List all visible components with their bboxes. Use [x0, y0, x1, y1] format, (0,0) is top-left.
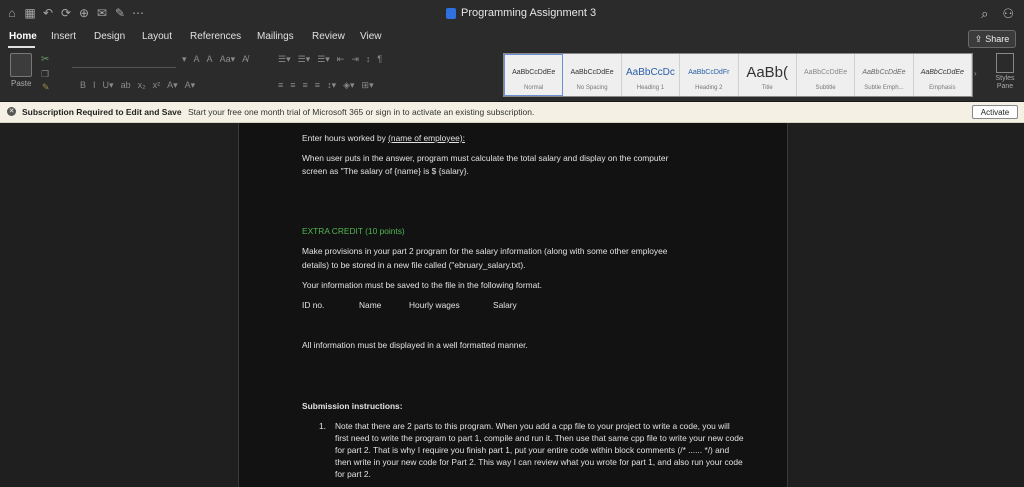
change-case-icon[interactable]: Aa▾ — [219, 54, 236, 64]
print-icon[interactable]: ⊕ — [78, 6, 90, 20]
tab-layout[interactable]: Layout — [142, 31, 173, 42]
window-title — [446, 7, 596, 19]
decrease-indent-icon[interactable]: ⇤ — [336, 54, 345, 64]
column-hourly-wages: Hourly wages — [409, 300, 460, 310]
align-right-icon[interactable]: ≡ — [302, 80, 308, 90]
font-name-dropdown[interactable] — [72, 55, 176, 68]
undo-icon[interactable]: ↶ — [42, 6, 54, 20]
dismiss-icon[interactable]: ✕ — [8, 108, 15, 115]
banner-message: Start your free one month trial of Microsoft 365 or sign in to activate an existing subscription. — [188, 107, 535, 117]
style-normal[interactable]: AaBbCcDdEe Normal — [504, 54, 563, 96]
more-icon[interactable]: ⋯ — [132, 6, 144, 20]
multilevel-list-icon[interactable]: ☰▾ — [317, 54, 330, 64]
tab-view[interactable]: View — [360, 31, 382, 42]
submission-heading: Submission instructions: — [302, 401, 403, 411]
active-tab-indicator — [8, 46, 35, 48]
copy-icon[interactable]: ❐ — [41, 69, 50, 79]
styles-pane-label: Styles Pane — [995, 75, 1015, 90]
account-icon[interactable]: ⚇ — [1002, 6, 1014, 21]
underline-icon[interactable]: U▾ — [102, 80, 114, 90]
all-info-line: All information must be displayed in a well formatted manner. — [302, 340, 528, 350]
line-spacing-icon[interactable]: ↕▾ — [327, 80, 337, 90]
font-size-dropdown-icon[interactable]: ▾ — [182, 54, 187, 64]
paragraph-top-controls — [278, 54, 382, 65]
redo-icon[interactable]: ⟳ — [60, 6, 72, 20]
clipboard-icon[interactable] — [10, 53, 32, 77]
grow-font-icon[interactable]: A — [193, 54, 200, 64]
paste-label: Paste — [11, 79, 32, 88]
column-name: Name — [359, 300, 382, 310]
save-icon[interactable]: ▦ — [24, 6, 36, 20]
word-document-icon — [446, 8, 456, 19]
info-format-line: Your information must be saved to the file in the following format. — [302, 280, 542, 290]
font-size-controls — [182, 54, 248, 65]
when-user-line-2: screen as "The salary of {name} is $ {salary}. — [302, 166, 469, 176]
styles-gallery — [503, 53, 973, 97]
subscript-icon[interactable]: x₂ — [137, 80, 146, 90]
bold-icon[interactable]: B — [80, 80, 87, 90]
column-salary: Salary — [493, 300, 517, 310]
employee-name-placeholder: (name of employee): — [388, 133, 465, 143]
list-item-text: Note that there are 2 parts to this program. When you add a cpp file to your project to write a code, you will first need to write the program to part 1, compile and run it. Then use that same cpp file to write your new code for part 2. That is why I require you finish part 1, put your entire code within block comments (/* ...... */) and then write in your new code for Part 2. This way I can review what you wrote for part 1, and also run your code for part 2. — [335, 421, 744, 479]
style-emphasis[interactable]: AaBbCcDdEe Emphasis — [914, 54, 972, 96]
ribbon-tabs — [0, 28, 1024, 49]
make-provisions-line-2: details) to be stored in a new file called ("ebruary_salary.txt). — [302, 260, 526, 270]
align-center-icon[interactable]: ≡ — [290, 80, 296, 90]
home-icon[interactable]: ⌂ — [8, 6, 16, 20]
style-heading-1[interactable]: AaBbCcDc Heading 1 — [622, 54, 680, 96]
tab-home[interactable]: Home — [9, 31, 37, 42]
when-user-line-1: When user puts in the answer, program must calculate the total salary and display on the computer — [302, 153, 669, 163]
tab-insert[interactable]: Insert — [51, 31, 77, 42]
shading-icon[interactable]: ◈▾ — [343, 80, 355, 90]
quick-access-toolbar — [6, 6, 144, 20]
sort-icon[interactable]: ↕ — [365, 54, 371, 64]
styles-pane-button[interactable] — [992, 53, 1018, 91]
style-no-spacing[interactable]: AaBbCcDdEe No Spacing — [563, 54, 621, 96]
enter-hours-line: Enter hours worked by (name of employee): — [302, 133, 465, 143]
clear-format-icon[interactable]: A̸ — [242, 54, 249, 64]
numbering-icon[interactable]: ☰▾ — [297, 54, 311, 64]
list-number: 1. — [319, 421, 326, 431]
shrink-font-icon[interactable]: A — [206, 54, 213, 64]
share-label: Share — [985, 34, 1010, 44]
increase-indent-icon[interactable]: ⇥ — [351, 54, 359, 64]
document-page[interactable] — [238, 123, 788, 487]
activate-button[interactable]: Activate — [972, 105, 1018, 119]
borders-icon[interactable]: ⊞▾ — [361, 80, 374, 90]
tab-mailings[interactable]: Mailings — [257, 31, 294, 42]
align-left-icon[interactable]: ≡ — [278, 80, 284, 90]
document-title: Programming Assignment 3 — [461, 7, 597, 19]
email-icon[interactable]: ✉ — [96, 6, 108, 20]
strikethrough-icon[interactable]: ab — [120, 80, 131, 90]
share-button[interactable] — [968, 30, 1016, 48]
style-heading-2[interactable]: AaBbCcDdFr Heading 2 — [680, 54, 738, 96]
tab-references[interactable]: References — [190, 31, 242, 42]
show-marks-icon[interactable]: ¶ — [377, 54, 383, 64]
extra-credit-heading: EXTRA CREDIT (10 points) — [302, 226, 405, 236]
banner-title: Subscription Required to Edit and Save — [22, 107, 182, 117]
bullets-icon[interactable]: ☰▾ — [278, 54, 291, 64]
document-canvas[interactable] — [0, 123, 1024, 487]
subscription-banner — [0, 102, 1024, 123]
style-subtle-emphasis[interactable]: AaBbCcDdEe Subtle Emph... — [855, 54, 913, 96]
styles-pane-icon — [996, 53, 1014, 73]
tab-review[interactable]: Review — [312, 31, 345, 42]
paragraph-bottom-controls — [278, 80, 374, 91]
home-ribbon — [0, 49, 1024, 102]
title-bar — [0, 0, 1024, 28]
font-style-controls — [80, 80, 195, 91]
font-color-icon[interactable]: A▾ — [184, 80, 196, 90]
column-id: ID no. — [302, 300, 325, 310]
superscript-icon[interactable]: x² — [152, 80, 161, 90]
cut-icon[interactable]: ✂ — [41, 54, 50, 65]
tab-design[interactable]: Design — [94, 31, 126, 42]
text-effects-icon[interactable]: A▾ — [167, 80, 178, 90]
styles-more-arrow-icon[interactable]: › — [974, 69, 977, 78]
draw-icon[interactable]: ✎ — [114, 6, 126, 20]
share-icon: ⇪ — [974, 33, 983, 44]
search-icon[interactable]: ⌕ — [981, 6, 989, 21]
format-painter-icon[interactable]: ✎ — [42, 82, 50, 92]
style-title[interactable]: AaBb( Title — [739, 54, 797, 96]
justify-icon[interactable]: ≡ — [314, 80, 321, 90]
italic-icon[interactable]: I — [93, 80, 96, 90]
style-subtitle[interactable]: AaBbCcDdEe Subtitle — [797, 54, 855, 96]
title-bar-actions — [981, 6, 1014, 22]
make-provisions-line-1: Make provisions in your part 2 program for the salary information (along with some other employee — [302, 246, 668, 256]
